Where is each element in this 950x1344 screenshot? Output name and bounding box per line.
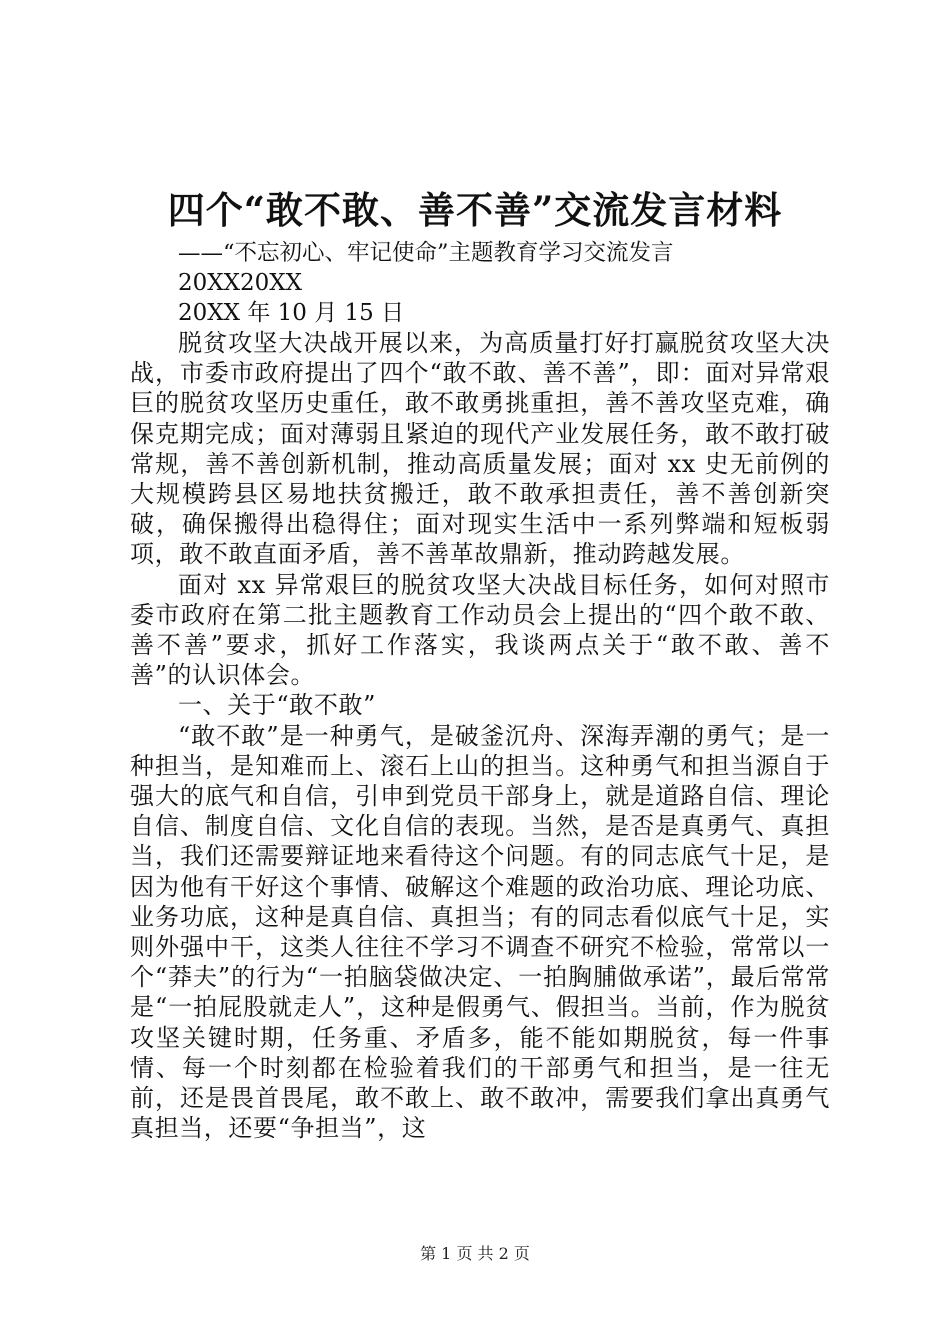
document-body [130,328,830,1143]
document-title: 四个“敢不敢、善不善”交流发言材料 [167,188,783,232]
document-author: 20XX20XX [178,270,303,296]
page-footer: 第 1 页 共 2 页 [420,1244,530,1263]
section-heading-dare: 一、关于“敢不敢” [178,691,376,720]
body-paragraph-dare: “敢不敢”是一种勇气，是破釜沉舟、深海弄潮的勇气；是一种担当，是知难而上、滚石上山的担当。这种勇气和担当源自于强大的底气和自信，引申到党员干部身上，就是道路自信、理论自信、制度自信、文化自信的表现。当然，是否是真勇气、真担当，我们还需要辩证地来看待这个问题。有的同志底气十足，是因为他有干好这个事情、破解这个难题的政治功底、理论功底、业务功底，这种是真自信、真担当；有的同志看似底气十足，实则外强中干，这类人往往不学习不调查不研究不检验，常常以一个“莽夫”的行为“一拍脑袋做决定、一拍胸脯做承诺”，最后常常是“一拍屁股就走人”，这种是假勇气、假担当。当前，作为脱贫攻坚关键时期，任务重、矛盾多，能不能如期脱贫，每一件事情、每一个时刻都在检验着我们的干部勇气和担当，是一往无前，还是畏首畏尾，敢不敢上、敢不敢冲，需要我们拿出真勇气真担当，还要“争担当”，这 [130,721,830,1143]
document-subtitle: ——“不忘初心、牢记使命”主题教育学习交流发言 [178,240,674,266]
body-paragraph-intro: 脱贫攻坚大决战开展以来，为高质量打好打赢脱贫攻坚大决战，市委市政府提出了四个“敢不敢、善不善”，即：面对异常艰巨的脱贫攻坚历史重任，敢不敢勇挑重担，善不善攻坚克难，确保克期完成；面对薄弱且紧迫的现代产业发展任务，敢不敢打破常规，善不善创新机制，推动高质量发展；面对 xx 史无前例的大规模跨县区易地扶贫搬迁，敢不敢承担责任，善不善创新突破，确保搬得出稳得住；面对现实生活中一系列弊端和短板弱项，敢不敢直面矛盾，善不善革故鼎新，推动跨越发展。 [130,329,830,569]
body-paragraph-task: 面对 xx 异常艰巨的脱贫攻坚大决战目标任务，如何对照市委市政府在第二批主题教育工作动员会上提出的“四个敢不敢、善不善”要求，抓好工作落实，我谈两点关于“敢不敢、善不善”的认识体会。 [130,570,830,690]
document-date: 20XX 年 10 月 15 日 [178,300,405,326]
